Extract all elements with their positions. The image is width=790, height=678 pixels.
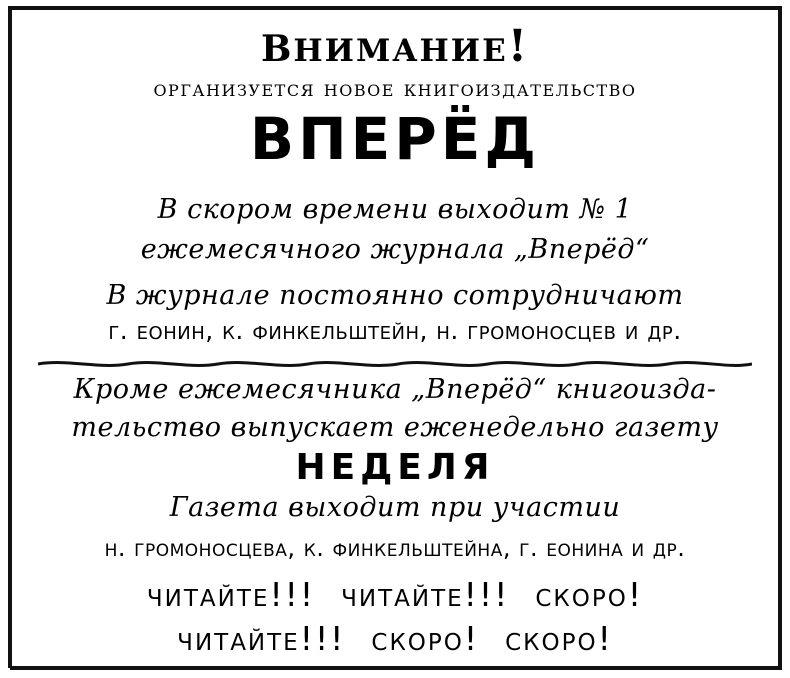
cta-read-3: читайте!!!: [177, 619, 346, 658]
publisher-name: ВПЕРЁД: [249, 105, 541, 173]
cta-soon-3: скоро!: [505, 619, 613, 658]
body-line-2: ежемесячного журнала „Вперёд“: [140, 234, 650, 265]
poster-frame-bottom: [10, 666, 782, 670]
body-line-4: Кроме ежемесячника „Вперёд“ книгоизда-: [73, 374, 717, 405]
body-line-1: В скором времени выходит № 1: [157, 194, 633, 225]
body-line-6: Газета выходит при участии: [169, 492, 621, 523]
wavy-divider-icon: [38, 358, 752, 368]
contributors-list-weekly: н. громоносцева, к. финкельштейна, г. еонина и др.: [104, 534, 686, 562]
newspaper-name: НЕДЕЛЯ: [295, 447, 495, 488]
contributors-list-monthly: г. еонин, к. финкельштейн, н. громоносцев и др.: [108, 316, 682, 345]
cta-soon-1: скоро!: [535, 575, 644, 614]
body-line-5: тельство выпускает еженедельно газету: [71, 412, 719, 443]
poster-content: [16, 10, 774, 664]
cta-read-2: читайте!!!: [341, 575, 510, 614]
poster-frame-left: [8, 6, 12, 668]
cta-soon-2: скоро!: [371, 619, 480, 658]
call-to-action-row-2: [16, 619, 774, 658]
poster-headline: внимание!: [260, 13, 530, 74]
call-to-action-row-1: [16, 575, 774, 614]
cta-read-1: читайте!!!: [146, 575, 316, 614]
poster-subhead: организуется новое книгоиздательство: [153, 76, 637, 102]
poster-frame-right: [778, 8, 782, 668]
body-line-3: В журнале постоянно сотрудничают: [106, 280, 684, 311]
